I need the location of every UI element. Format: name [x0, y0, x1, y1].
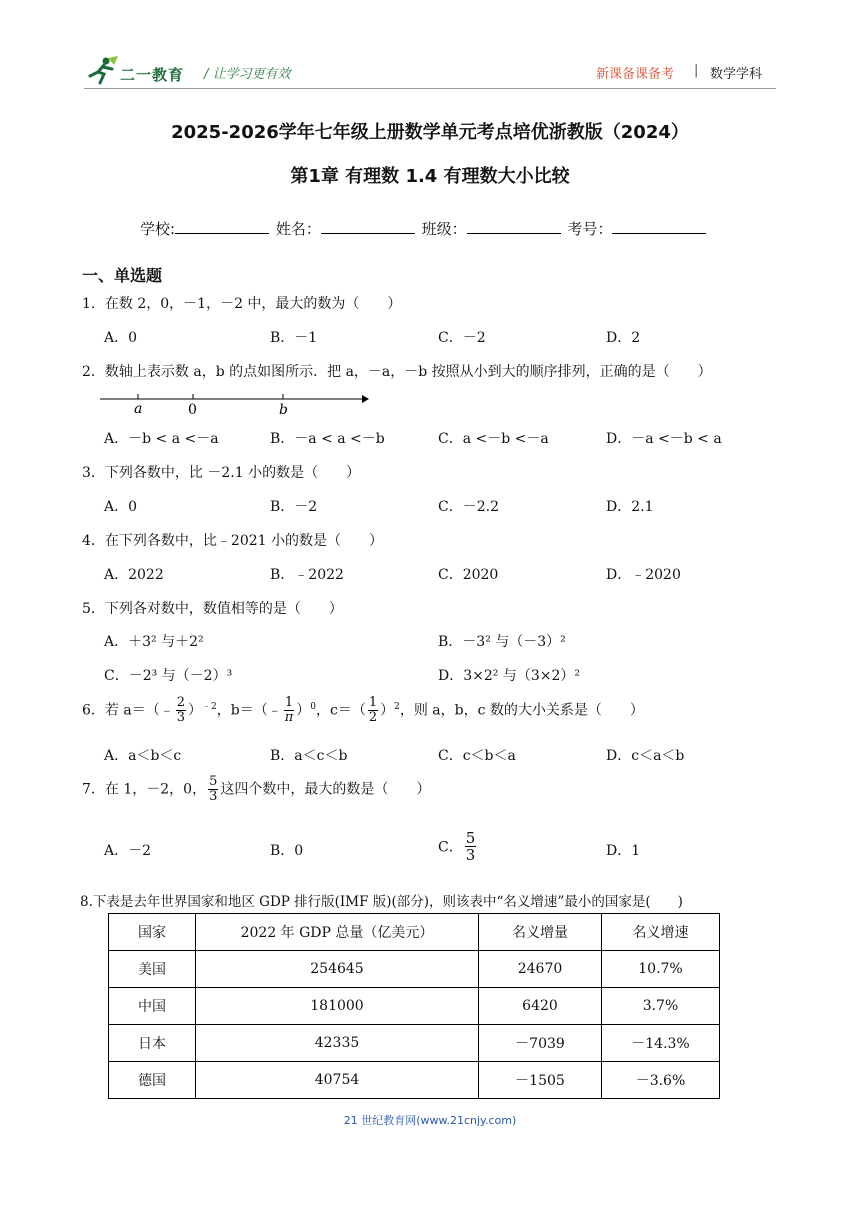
q7-option-c-label: C． — [438, 839, 463, 856]
question-6-option-c[interactable]: C．c＜b＜a — [438, 748, 516, 764]
question-5-option-a[interactable]: A．＋3² 与＋2² — [104, 634, 204, 650]
header-logo — [84, 56, 194, 86]
exam-number-label: 考号： — [567, 220, 613, 238]
table-row — [109, 988, 720, 1025]
section-title: 一、单选题 — [82, 266, 163, 285]
runner-logo-icon — [84, 56, 120, 86]
q6-exponent-c: 2 — [394, 701, 400, 712]
table-cell: －14.3% — [602, 1025, 720, 1062]
question-6-option-a[interactable]: A．a＜b＜c — [104, 748, 182, 764]
question-4-option-a[interactable]: A．2022 — [104, 567, 164, 583]
table-cell: 24670 — [479, 951, 602, 988]
student-info-fields — [140, 218, 708, 239]
q6-text-2: ） — [188, 702, 202, 719]
school-label: 学校: — [140, 220, 176, 238]
question-2-option-d[interactable]: D．－a <－b < a — [606, 431, 722, 447]
q6-text-5: ，c＝（ — [315, 702, 366, 719]
q6-text-1: 6．若 a＝（﹣ — [82, 702, 174, 719]
school-input[interactable] — [175, 219, 269, 234]
number-line-label-zero: 0 — [188, 402, 197, 418]
question-2-option-a[interactable]: A．－b < a <－a — [104, 431, 219, 447]
question-6-option-b[interactable]: B．a＜c＜b — [270, 748, 348, 764]
question-2-option-c[interactable]: C．a <－b <－a — [438, 431, 549, 447]
q6-text-3: ，b＝（﹣ — [216, 702, 282, 719]
question-7-option-b[interactable]: B．0 — [270, 843, 304, 859]
table-header: 国家 — [109, 914, 196, 951]
gdp-table — [108, 913, 720, 1099]
exam-number-input[interactable] — [612, 219, 706, 234]
class-label: 班级： — [421, 220, 467, 238]
class-input[interactable] — [467, 219, 561, 234]
question-2-option-b[interactable]: B．－a < a <－b — [270, 431, 385, 447]
table-cell: 中国 — [109, 988, 196, 1025]
table-cell: 6420 — [479, 988, 602, 1025]
q6-fraction-c: $\frac{1}{2}$ — [368, 695, 378, 725]
q6-fraction-b: $\frac{1}{\pi}$ — [284, 695, 294, 725]
header-subject: 数学学科 — [710, 67, 763, 82]
question-4-option-c[interactable]: C．2020 — [438, 567, 499, 583]
table-row — [109, 1062, 720, 1099]
question-3-option-b[interactable]: B．－2 — [270, 499, 318, 515]
header-divider — [84, 88, 776, 89]
number-line-label-b: b — [279, 402, 288, 418]
question-3-stem: 3．下列各数中，比 －2.1 小的数是（ ） — [82, 465, 361, 481]
question-1-stem: 1．在数 2，0，－1，－2 中，最大的数为（ ） — [82, 296, 402, 312]
q7-option-c-fraction: $\frac{5}{3}$ — [465, 829, 476, 864]
page-subtitle: 第1章 有理数 1.4 有理数大小比较 — [290, 166, 570, 187]
table-header-row — [109, 914, 720, 951]
table-header: 名义增量 — [479, 914, 602, 951]
q7-fraction: $\frac{5}{3}$ — [209, 774, 218, 804]
table-header: 名义增速 — [602, 914, 720, 951]
question-1-option-c[interactable]: C．－2 — [438, 330, 486, 346]
question-4-option-d[interactable]: D．﹣2020 — [606, 567, 681, 583]
question-1-option-b[interactable]: B．－1 — [270, 330, 318, 346]
header-separator: | — [694, 63, 699, 78]
footer-link[interactable]: 21 世纪教育网(www.21cnjy.com) — [343, 1114, 517, 1127]
question-3-option-c[interactable]: C．－2.2 — [438, 499, 499, 515]
table-cell: 美国 — [109, 951, 196, 988]
name-label: 姓名： — [275, 220, 321, 238]
question-3-option-d[interactable]: D．2.1 — [606, 499, 654, 515]
question-7-stem — [82, 775, 430, 804]
table-row — [109, 1025, 720, 1062]
question-5-option-c[interactable]: C．－2³ 与（－2）³ — [104, 668, 233, 684]
table-header: 2022 年 GDP 总量（亿美元） — [196, 914, 479, 951]
question-1-option-d[interactable]: D．2 — [606, 330, 641, 346]
q7-text-1: 7．在 1，－2，0， — [82, 781, 207, 798]
question-4-option-b[interactable]: B．﹣2022 — [270, 567, 344, 583]
name-input[interactable] — [321, 219, 415, 234]
page-title: 2025-2026学年七年级上册数学单元考点培优浙教版（2024） — [171, 122, 689, 143]
table-cell: 42335 — [196, 1025, 479, 1062]
question-5-option-b[interactable]: B．－3² 与（－3）² — [438, 634, 566, 650]
number-line-label-a: a — [134, 401, 143, 417]
logo-text: 二一教育 — [120, 66, 185, 84]
table-cell: 日本 — [109, 1025, 196, 1062]
table-cell: 40754 — [196, 1062, 479, 1099]
question-3-option-a[interactable]: A．0 — [104, 499, 138, 515]
question-7-option-a[interactable]: A．－2 — [104, 843, 152, 859]
question-5-stem: 5．下列各对数中，数值相等的是（ ） — [82, 601, 343, 617]
table-cell: 德国 — [109, 1062, 196, 1099]
question-1-option-a[interactable]: A．0 — [104, 330, 138, 346]
table-cell: 3.7% — [602, 988, 720, 1025]
header-slogan: / 让学习更有效 — [204, 67, 291, 82]
table-row — [109, 951, 720, 988]
question-7-option-c[interactable] — [438, 830, 478, 863]
header-course-label: 新课备课备考 — [596, 67, 675, 82]
question-7-option-d[interactable]: D．1 — [606, 843, 641, 859]
table-cell: －7039 — [479, 1025, 602, 1062]
question-6-stem — [82, 696, 644, 725]
question-4-stem: 4．在下列各数中，比﹣2021 小的数是（ ） — [82, 533, 383, 549]
table-cell: －3.6% — [602, 1062, 720, 1099]
q6-text-6: ） — [380, 702, 395, 719]
q6-text-4: ） — [296, 702, 311, 719]
question-5-option-d[interactable]: D．3×2² 与（3×2）² — [438, 668, 580, 684]
q7-text-2: 这四个数中，最大的数是（ ） — [220, 781, 431, 798]
question-2-stem: 2．数轴上表示数 a，b 的点如图所示．把 a，－a，－b 按照从小到大的顺序排列，正确的是（ ） — [82, 364, 712, 380]
table-cell: 181000 — [196, 988, 479, 1025]
question-6-option-d[interactable]: D．c＜a＜b — [606, 748, 685, 764]
table-cell: 254645 — [196, 951, 479, 988]
q6-exponent-b: 0 — [310, 701, 316, 712]
question-8-stem: 8.下表是去年世界国家和地区 GDP 排行版(IMF 版)(部分)，则该表中“名义增速”最小的国家是( ) — [80, 894, 683, 910]
table-cell: 10.7% — [602, 951, 720, 988]
number-line-diagram — [100, 390, 370, 420]
table-cell: －1505 — [479, 1062, 602, 1099]
q6-exponent-a: ﹣2 — [202, 701, 217, 712]
q6-text-7: ，则 a，b，c 数的大小关系是（ ） — [399, 702, 644, 719]
q6-fraction-a: $\frac{2}{3}$ — [176, 695, 185, 725]
